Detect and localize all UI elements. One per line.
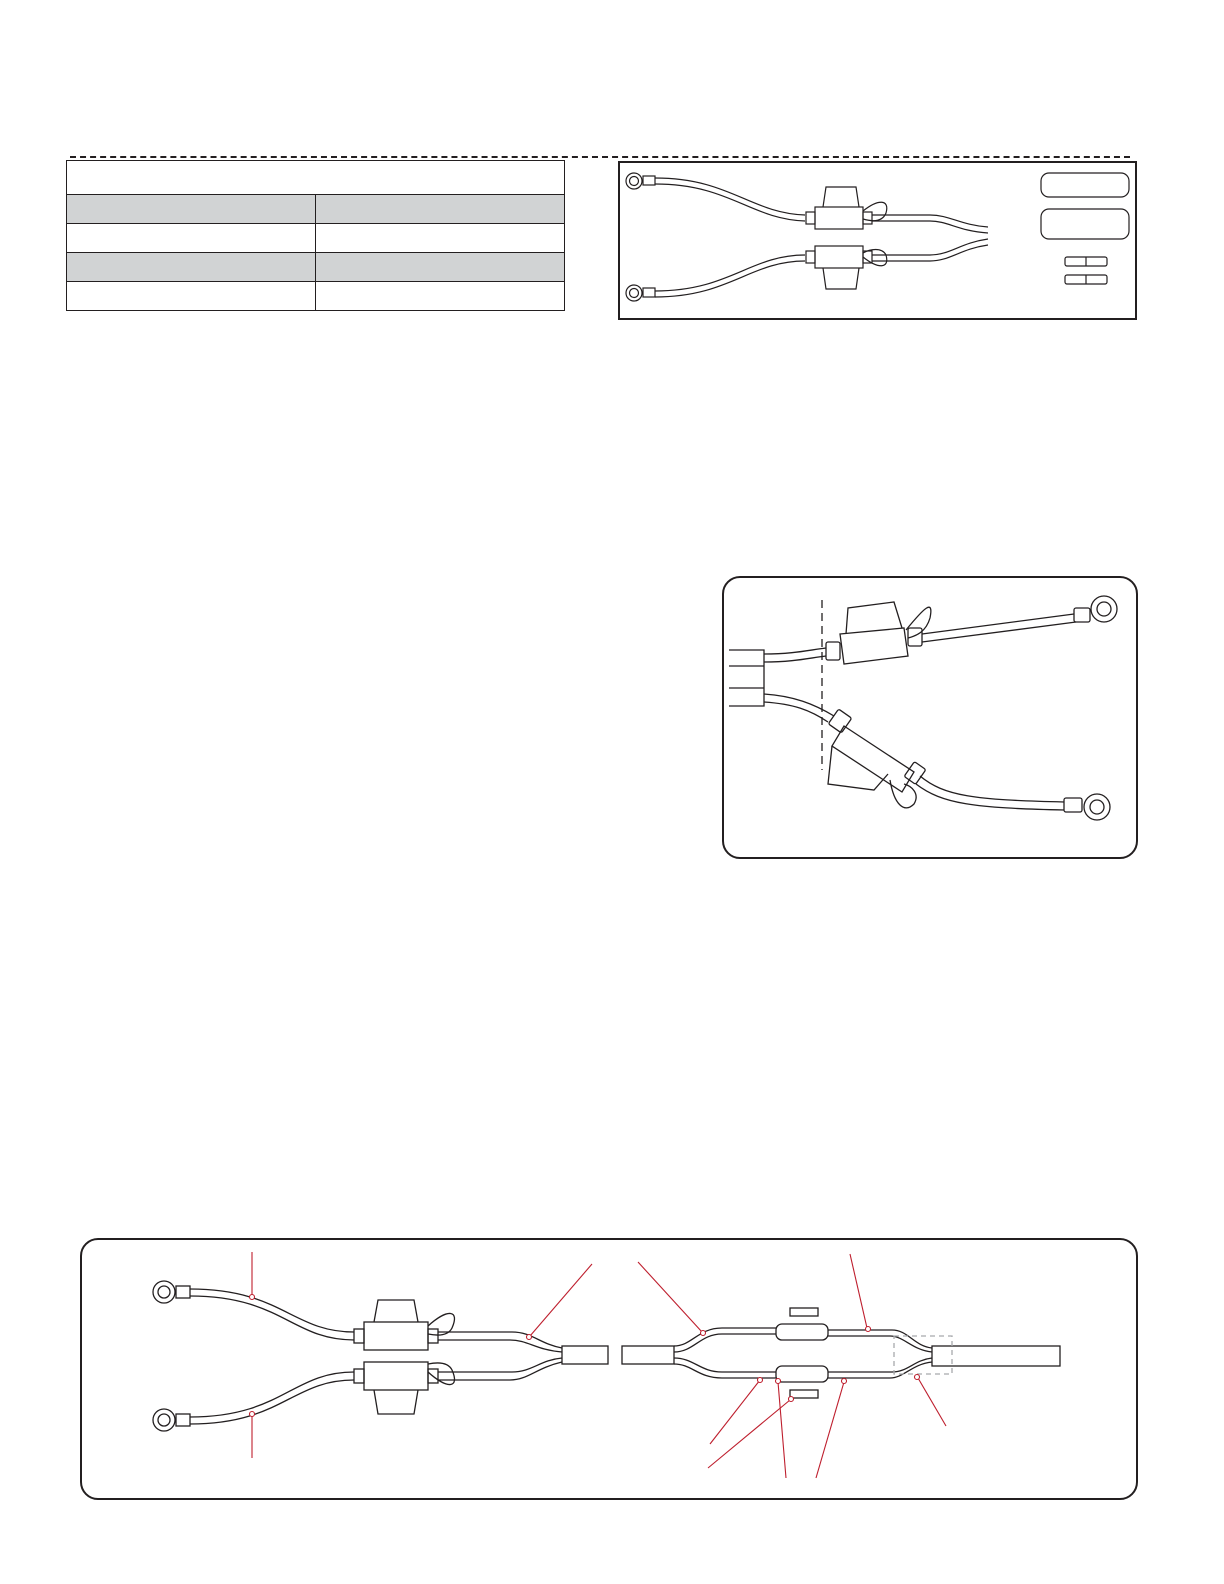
part-quantity (316, 224, 565, 253)
wiring-diagram-figure (80, 1238, 1138, 1500)
table-row (67, 195, 565, 224)
table-row (67, 224, 565, 253)
section-divider (70, 156, 1130, 158)
parts-table-header (67, 161, 565, 195)
part-description (67, 253, 316, 282)
parts-table-header-row (67, 161, 565, 195)
table-row (67, 253, 565, 282)
kit-contents-figure (618, 161, 1137, 320)
part-description (67, 282, 316, 311)
table-row (67, 282, 565, 311)
fuse-harness-kit-icon (620, 163, 1135, 318)
part-description (67, 195, 316, 224)
part-quantity (316, 253, 565, 282)
part-quantity (316, 195, 565, 224)
wiring-diagram-icon (82, 1240, 1136, 1498)
fuse-holder-detail-figure (722, 576, 1138, 859)
part-description (67, 224, 316, 253)
parts-table (66, 160, 565, 311)
part-quantity (316, 282, 565, 311)
fuse-holder-detail-icon (724, 578, 1136, 857)
